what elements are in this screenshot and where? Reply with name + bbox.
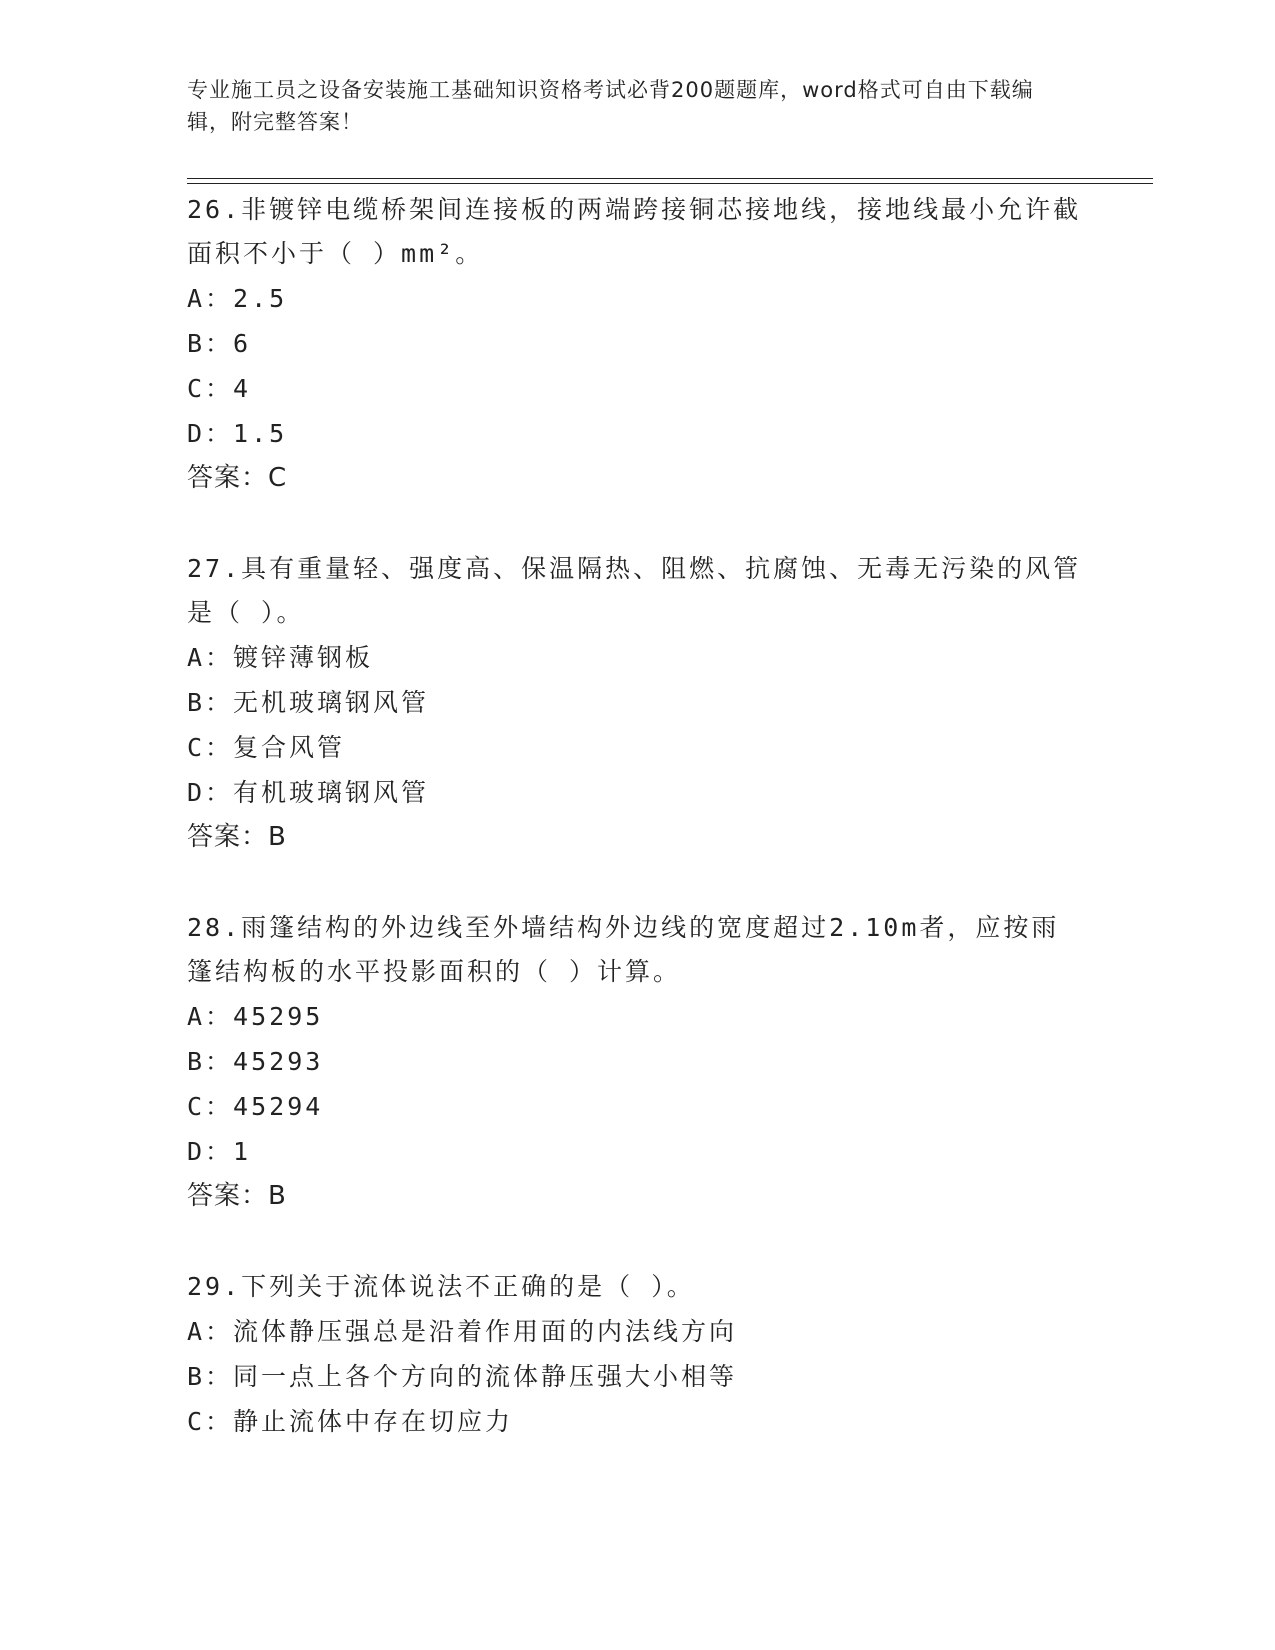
answer: 答案：B (187, 1181, 287, 1211)
option-a: A：45295 (187, 1002, 324, 1031)
answer: 答案：B (187, 822, 287, 852)
question-28 (187, 906, 1087, 1219)
option-d: D：1.5 (187, 419, 288, 448)
question-list (187, 188, 1087, 1490)
option-a: A：镀锌薄钢板 (187, 643, 374, 672)
question-stem: 28.雨篷结构的外边线至外墙结构外边线的宽度超过2.10m者，应按雨篷结构板的水平投影面积的（ ）计算。 (187, 913, 1060, 986)
question-27 (187, 547, 1087, 860)
option-a: A：2.5 (187, 284, 288, 313)
option-d: D：有机玻璃钢风管 (187, 778, 430, 807)
option-b: B：6 (187, 329, 252, 358)
answer: 答案：C (187, 463, 288, 493)
option-d: D：1 (187, 1137, 252, 1166)
question-stem: 29.下列关于流体说法不正确的是（ ）。 (187, 1272, 695, 1301)
question-29 (187, 1265, 1087, 1444)
option-c: C：复合风管 (187, 733, 346, 762)
option-c: C：45294 (187, 1092, 324, 1121)
option-a: A：流体静压强总是沿着作用面的内法线方向 (187, 1317, 738, 1346)
document-header: 专业施工员之设备安装施工基础知识资格考试必背200题题库，word格式可自由下载编辑，附完整答案！ (187, 78, 1034, 134)
option-b: B：同一点上各个方向的流体静压强大小相等 (187, 1362, 738, 1391)
question-26 (187, 188, 1087, 501)
header-divider-bottom (187, 183, 1153, 184)
question-stem: 26.非镀锌电缆桥架间连接板的两端跨接铜芯接地线，接地线最小允许截面积不小于（ ）mm²。 (187, 195, 1082, 268)
option-b: B：无机玻璃钢风管 (187, 688, 430, 717)
option-c: C：4 (187, 374, 252, 403)
header-divider-top (187, 178, 1153, 179)
question-stem: 27.具有重量轻、强度高、保温隔热、阻燃、抗腐蚀、无毒无污染的风管是（ ）。 (187, 554, 1082, 627)
option-b: B：45293 (187, 1047, 324, 1076)
option-c: C：静止流体中存在切应力 (187, 1407, 514, 1436)
